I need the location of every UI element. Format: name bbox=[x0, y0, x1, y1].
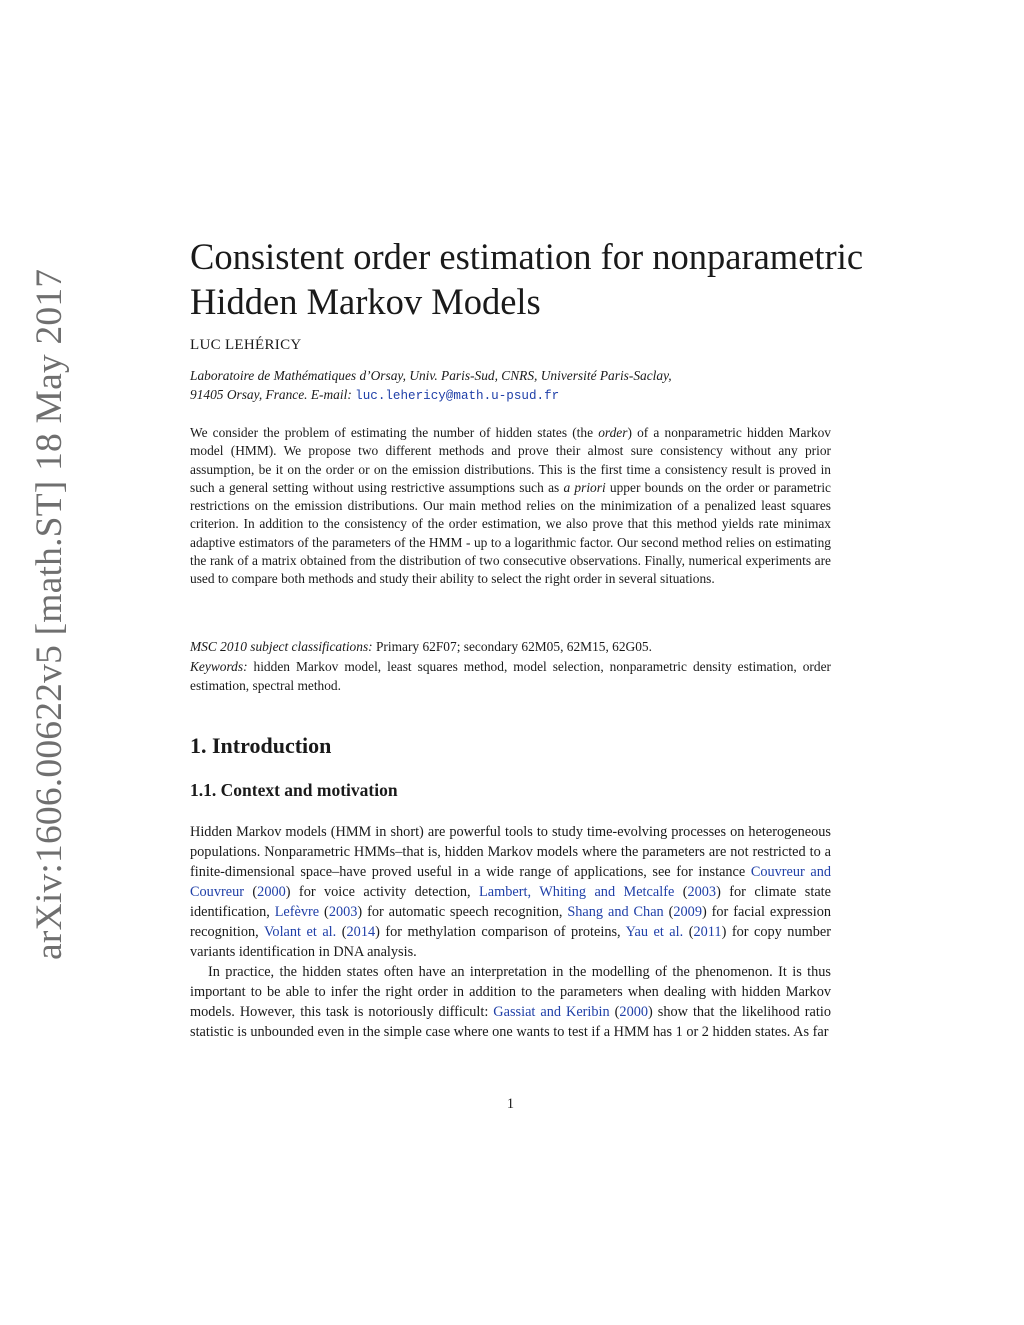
citation-lambert[interactable]: Lambert, Whiting and Metcalfe bbox=[479, 884, 675, 900]
section-heading-introduction: 1. Introduction bbox=[190, 733, 332, 758]
email-link[interactable]: luc.lehericy@math.u-psud.fr bbox=[355, 389, 560, 403]
citation-couvreur[interactable]: Couvreur and Couvreur bbox=[190, 864, 831, 900]
affiliation-address: 91405 Orsay, France. E-mail: bbox=[190, 387, 356, 402]
citation-gassiat[interactable]: Gassiat and Keribin bbox=[493, 1004, 610, 1020]
citation-year[interactable]: 2003 bbox=[687, 884, 717, 900]
title-line-2: Hidden Markov Models bbox=[190, 281, 541, 322]
citation-yau[interactable]: Yau et al. bbox=[625, 924, 684, 940]
text-run: show that the likelihood ratio statistic is unbounded even in the simple case where one wants to test if a HMM has 1 or 2 hidden states. As far bbox=[190, 1004, 831, 1040]
text-run: for voice activity detection, bbox=[290, 884, 480, 900]
citation-year[interactable]: 2011 bbox=[693, 924, 722, 940]
keywords-label: Keywords: bbox=[190, 658, 248, 674]
text-run: for copy number variants identification in DNA analysis. bbox=[190, 924, 831, 960]
author-name: LUC LEHÉRICY bbox=[190, 337, 302, 353]
title-line-1: Consistent order estimation for nonparametric bbox=[190, 236, 864, 277]
citation-year[interactable]: 2000 bbox=[257, 884, 286, 900]
citation-lefevre[interactable]: Lefèvre bbox=[274, 904, 320, 920]
body-text bbox=[190, 822, 831, 1042]
citation-year[interactable]: 2014 bbox=[346, 924, 376, 940]
abstract-text-3: upper bounds on the order or parametric restrictions on the emission distributions. Our main method relies on the minimization of a penalized least squares criterion. In addition to the consistency of the order estimation, we also prove that this method yields rate minimax adaptive estimators of the parameters of the HMM - up to a logarithmic factor. Our second method relies on estimating the rank of a matrix obtained from the distribution of two consecutive observations. Finally, numerical experiments are used to compare both methods and study their ability to select the right order in several situations. bbox=[190, 479, 831, 587]
paper-metadata bbox=[190, 637, 831, 696]
text-run: for facial expression recognition, bbox=[190, 904, 831, 940]
msc-value: Primary 62F07; secondary 62M05, 62M15, 62G05. bbox=[372, 639, 652, 654]
text-run: for climate state identification, bbox=[190, 884, 832, 920]
abstract-emphasis-a-priori: a priori bbox=[563, 479, 606, 495]
text-run: for automatic speech recognition, bbox=[362, 904, 568, 920]
text-run: for methylation comparison of proteins, bbox=[379, 924, 626, 940]
citation-shang[interactable]: Shang and Chan bbox=[567, 904, 664, 920]
citation-volant[interactable]: Volant et al. bbox=[263, 924, 337, 940]
keywords-value: hidden Markov model, least squares method, model selection, nonparametric density estimation, order estimation, spectral method. bbox=[190, 658, 831, 693]
text-run: Hidden Markov models (HMM in short) are powerful tools to study time-evolving processes on heterogeneous populations. Nonparametric HMMs–that is, hidden Markov models where the parameters are not restricted to a finite-dimensional space–have proved useful in a wide range of applications, see for instance bbox=[190, 824, 831, 880]
abstract-text-2: ) of a nonparametric hidden Markov model (HMM). We propose two different methods and prove their almost sure consistency without any prior assumption, be it on the order or on the emission distributions. This is the first time a consistency result is proved in such a general setting without using restrictive assumptions such as bbox=[190, 425, 831, 495]
citation-year[interactable]: 2009 bbox=[673, 904, 702, 920]
affiliation bbox=[190, 366, 831, 406]
abstract-text-1: We consider the problem of estimating the number of hidden states (the bbox=[190, 425, 599, 440]
affiliation-line-1: Laboratoire de Mathématiques d’Orsay, Univ. Paris-Sud, CNRS, Université Paris-Saclay, bbox=[190, 368, 672, 383]
subsection-heading-context: 1.1. Context and motivation bbox=[190, 780, 398, 800]
paragraph-1: Hidden Markov models (HMM in short) are powerful tools to study time-evolving processes on heterogeneous populations. Nonparametric HMMs–that is, hidden Markov models where the parameters are not restricted to a finite-dimensional space–have proved useful in a wide range of applications, see for instance Couvreur and Couvreur (2000) for voice activity detection, Lambert, Whiting and Metcalfe (2003) for climate state identification, Lefèvre (2003) for automatic speech recognition, Shang and Chan (2009) for facial expression recognition, Volant et al. (2014) for methylation comparison of proteins, Yau et al. (2011) for copy number variants identification in DNA analysis. bbox=[190, 824, 832, 960]
arxiv-identifier-stamp: arXiv:1606.00622v5 [math.ST] 18 May 2017 bbox=[29, 268, 70, 960]
text-run: In practice, the hidden states often have an interpretation in the modelling of the phenomenon. It is thus important to be able to infer the right order in addition to the parameters when dealing with hidden Markov models. However, this task is notoriously difficult: bbox=[190, 964, 831, 1020]
paragraph-2: In practice, the hidden states often have an interpretation in the modelling of the phenomenon. It is thus important to be able to infer the right order in addition to the parameters when dealing with hidden Markov models. However, this task is notoriously difficult: Gassiat and Keribin (2000) show that the likelihood ratio statistic is unbounded even in the simple case where one wants to test if a HMM has 1 or 2 hidden states. As far bbox=[190, 964, 831, 1040]
keywords bbox=[190, 657, 831, 696]
abstract bbox=[190, 424, 831, 589]
msc-classification bbox=[190, 637, 831, 657]
abstract-emphasis-order: order bbox=[598, 425, 628, 440]
page-number: 1 bbox=[506, 1096, 515, 1112]
affiliation-line-2 bbox=[190, 385, 831, 406]
citation-year[interactable]: 2003 bbox=[328, 904, 358, 920]
citation-year[interactable]: 2000 bbox=[619, 1004, 649, 1020]
paper-title bbox=[190, 234, 864, 324]
msc-label: MSC 2010 subject classifications: bbox=[190, 639, 373, 654]
